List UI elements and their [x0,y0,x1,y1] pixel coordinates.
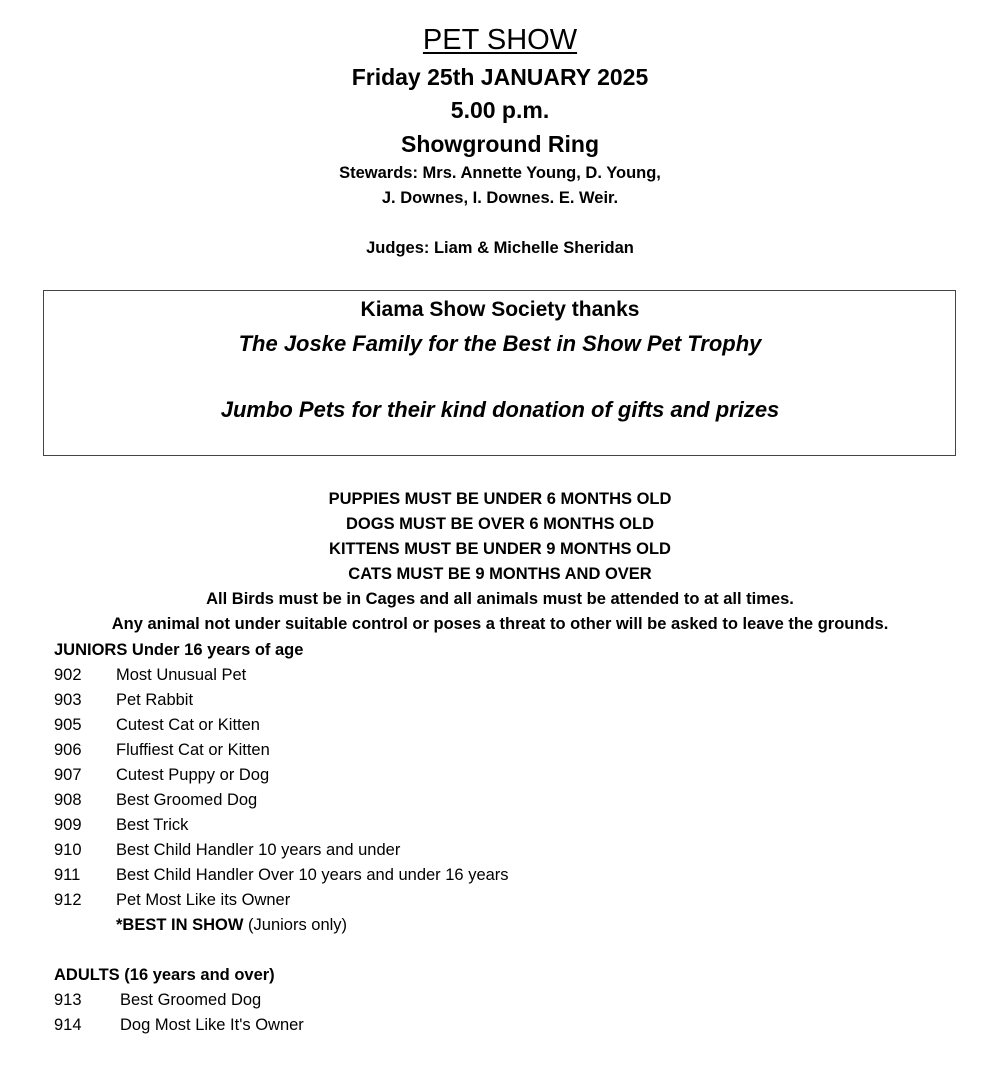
class-number: 905 [54,716,82,734]
best-in-show-label: *BEST IN SHOW [116,916,244,934]
class-number: 906 [54,741,82,759]
class-label: Dog Most Like It's Owner [120,1016,304,1034]
thanks-sponsor-prizes: Jumbo Pets for their kind donation of gifts and prizes [220,397,780,422]
class-label: Best Trick [116,816,189,834]
event-venue: Showground Ring [400,131,599,157]
event-date: Friday 25th JANUARY 2025 [351,64,649,90]
adults-heading: ADULTS (16 years and over) [54,966,275,984]
class-number: 911 [54,866,81,884]
class-number: 907 [54,766,82,784]
judges: Judges: Liam & Michelle Sheridan [366,239,634,257]
class-number: 912 [54,891,82,909]
rule-dogs: DOGS MUST BE OVER 6 MONTHS OLD [345,515,655,533]
class-number: 913 [54,991,82,1009]
class-number: 910 [54,841,82,859]
best-in-show-note: (Juniors only) [243,916,348,934]
rule-control: Any animal not under suitable control or poses a threat to other will be asked to leave the grounds. [111,615,889,633]
rule-birds: All Birds must be in Cages and all animals must be attended to at all times. [206,590,794,608]
class-label: Pet Rabbit [116,691,194,709]
rule-cats: CATS MUST BE 9 MONTHS AND OVER [348,565,652,583]
stewards-line-2: J. Downes, I. Downes. E. Weir. [381,189,619,207]
rule-puppies: PUPPIES MUST BE UNDER 6 MONTHS OLD [328,490,672,508]
thanks-sponsor-trophy: The Joske Family for the Best in Show Pet Trophy [238,331,762,356]
class-label: Cutest Cat or Kitten [116,716,260,734]
thanks-heading: Kiama Show Society thanks [360,298,640,321]
class-number: 902 [54,666,82,684]
page-title: PET SHOW [422,24,578,56]
class-number: 903 [54,691,82,709]
class-number: 908 [54,791,82,809]
class-number: 914 [54,1016,82,1034]
class-label: Best Child Handler Over 10 years and under 16 years [116,866,509,884]
class-label: Most Unusual Pet [116,666,247,684]
class-label: Best Child Handler 10 years and under [116,841,401,859]
stewards-line-1: Stewards: Mrs. Annette Young, D. Young, [339,164,661,182]
class-number: 909 [54,816,82,834]
best-in-show-line [116,916,347,935]
juniors-heading: JUNIORS Under 16 years of age [54,641,304,659]
class-label: Pet Most Like its Owner [116,891,291,909]
event-time: 5.00 p.m. [450,97,550,123]
class-label: Fluffiest Cat or Kitten [116,741,270,759]
class-label: Cutest Puppy or Dog [116,766,270,784]
class-label: Best Groomed Dog [120,991,262,1009]
class-label: Best Groomed Dog [116,791,258,809]
rule-kittens: KITTENS MUST BE UNDER 9 MONTHS OLD [329,540,671,558]
